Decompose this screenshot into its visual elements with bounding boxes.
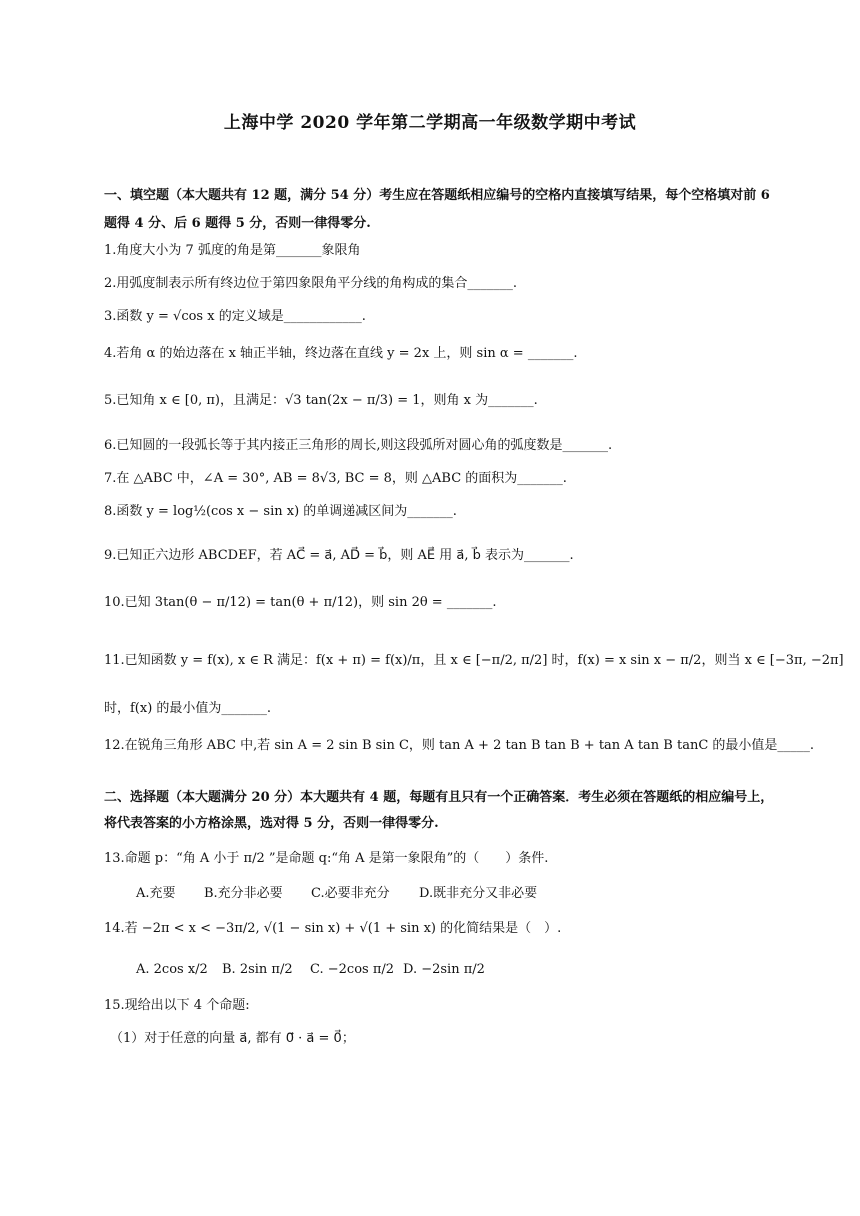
q14-option-c: C. −2cos π/2 [310, 962, 395, 977]
section2-heading-line2: 将代表答案的小方格涂黑，选对得 5 分，否则一律得零分. [104, 816, 439, 831]
section2-heading-line1: 二、选择题（本大题满分 20 分）本大题共有 4 题，每题有且只有一个正确答案．考生必须在答题纸的相应编号上， [104, 790, 774, 805]
question-15-item-1: （1）对于任意的向量 a⃗, 都有 0⃗ · a⃗ = 0⃗； [110, 1031, 355, 1046]
q13-option-c: C.必要非充分 [311, 886, 390, 901]
question-6: 6.已知圆的一段弧长等于其内接正三角形的周长,则这段弧所对圆心角的弧度数是_______. [104, 438, 613, 453]
q13-option-a: A.充要 [136, 886, 176, 901]
section1-heading-line2: 题得 4 分、后 6 题得 5 分，否则一律得零分. [104, 216, 371, 231]
question-13-stem: 13.命题 p：“角 A 小于 π/2 ”是命题 q:“角 A 是第一象限角”的（ ）条件. [104, 851, 549, 866]
section1-heading-line1: 一、填空题（本大题共有 12 题，满分 54 分）考生应在答题纸相应编号的空格内直接填写结果，每个空格填对前 6 [104, 188, 770, 203]
question-14-stem: 14.若 −2π < x < −3π/2, √(1 − sin x) + √(1 + sin x) 的化简结果是（ ）. [104, 921, 562, 936]
question-8: 8.函数 y = log½(cos x − sin x) 的单调递减区间为_______. [104, 504, 457, 519]
question-5: 5.已知角 x ∈ [0, π)，且满足：√3 tan(2x − π/3) = 1，则角 x 为_______. [104, 393, 538, 408]
question-12: 12.在锐角三角形 ABC 中,若 sin A = 2 sin B sin C，则 tan A + 2 tan B tan B + tan A tan B tanC 的最小值是_____. [104, 738, 815, 753]
q13-option-d: D.既非充分又非必要 [419, 886, 538, 901]
question-9: 9.已知正六边形 ABCDEF，若 AC⃗ = a⃗, AD⃗ = b⃗，则 AE⃗ 用 a⃗, b⃗ 表示为_______. [104, 548, 574, 563]
q14-option-a: A. 2cos x/2 [136, 962, 208, 977]
question-4: 4.若角 α 的始边落在 x 轴正半轴，终边落在直线 y = 2x 上，则 sin α = _______. [104, 346, 578, 361]
question-10: 10.已知 3tan(θ − π/12) = tan(θ + π/12)，则 sin 2θ = _______. [104, 595, 497, 610]
q14-option-b: B. 2sin π/2 [222, 962, 293, 977]
question-1: 1.角度大小为 7 弧度的角是第_______象限角 [104, 243, 361, 258]
exam-title: 上海中学 2020 学年第二学期高一年级数学期中考试 [223, 113, 637, 133]
question-7: 7.在 △ABC 中，∠A = 30°, AB = 8√3, BC = 8，则 △ABC 的面积为_______. [104, 471, 567, 486]
question-2: 2.用弧度制表示所有终边位于第四象限角平分线的角构成的集合_______. [104, 276, 518, 291]
q14-option-d: D. −2sin π/2 [403, 962, 485, 977]
question-11: 11.已知函数 y = f(x), x ∈ R 满足：f(x + π) = f(x)/π，且 x ∈ [−π/2, π/2] 时，f(x) = x sin x − π/2，则当 x ∈ [−3π, −2π] [104, 653, 844, 668]
question-3: 3.函数 y = √cos x 的定义域是____________. [104, 309, 366, 324]
question-15-stem: 15.现给出以下 4 个命题: [104, 998, 250, 1013]
q13-option-b: B.充分非必要 [204, 886, 283, 901]
question-11-continued: 时，f(x) 的最小值为_______. [104, 701, 272, 716]
